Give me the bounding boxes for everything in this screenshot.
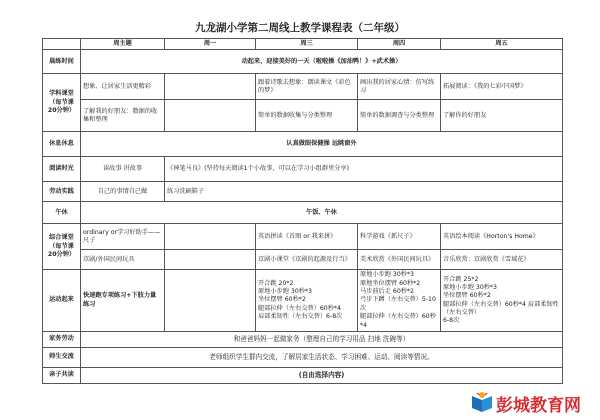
subject-theme-1: 想象、让居家生活更精彩 bbox=[81, 74, 165, 100]
sport-wed-item: 坐位摆臂 60秒*2 bbox=[258, 296, 306, 304]
reading-label: 阅读时光 bbox=[43, 157, 81, 182]
reading-content: 《神笔马良》(坚持每天阅读1个小故事，可以在学习小组群里分享) bbox=[165, 157, 563, 182]
comprehensive-fri-2: 音乐欣赏：京剧欣赏《雪域花》 bbox=[441, 250, 563, 270]
sport-wed-item: 腿部拉伸（左右交替）60秒*4 bbox=[258, 304, 341, 312]
comprehensive-theme-1: ordinary or学习好助手——尺子 bbox=[81, 224, 165, 250]
subject-thu-1: 画出我的居家心情：仿写练习 bbox=[358, 74, 441, 100]
comprehensive-wed-2: 京剧小课堂《京剧的起源及行当》 bbox=[256, 250, 358, 270]
labor-content: 练习洗刷鞋子 bbox=[165, 182, 563, 202]
watermark-logo bbox=[470, 388, 598, 418]
header-corner bbox=[43, 39, 81, 50]
morning-row bbox=[43, 50, 563, 74]
labor-theme: 自己的事情自己做 bbox=[81, 182, 165, 202]
book-icon bbox=[470, 390, 494, 414]
sport-wed bbox=[256, 270, 358, 332]
comprehensive-thu-2: 美术欣赏《外国民间玩具》 bbox=[358, 250, 441, 270]
header-fri: 周五 bbox=[441, 39, 563, 50]
subject-wed-1: 跟着诗歌去想象：朗读课文《彩色的梦》 bbox=[256, 74, 358, 100]
noon-label: 午休 bbox=[43, 202, 81, 224]
comprehensive-row-2 bbox=[43, 250, 563, 270]
comprehensive-label-1: 综合课堂 bbox=[49, 234, 74, 242]
housework-row bbox=[43, 331, 563, 347]
header-theme: 周主题 bbox=[81, 39, 165, 50]
sport-thu-item: 腿部拉伸（左右交替）60秒*4 bbox=[360, 313, 436, 329]
comprehensive-mon-1 bbox=[165, 224, 256, 250]
sport-fri-item: 原地小步跑 30秒*3 bbox=[443, 283, 497, 291]
parent-row bbox=[43, 367, 563, 383]
parent-content: (自由选择内容) bbox=[81, 367, 563, 383]
reading-row bbox=[43, 157, 563, 182]
subject-row-2 bbox=[43, 100, 563, 132]
subject-label bbox=[43, 74, 81, 132]
sport-fri-item: 开合跳 25*2 bbox=[443, 275, 479, 283]
comprehensive-label bbox=[43, 224, 81, 270]
subject-label-2: （每节课 bbox=[49, 98, 74, 106]
noon-row bbox=[43, 202, 563, 224]
comprehensive-label-2: （每节课 bbox=[49, 242, 74, 250]
morning-label: 晨练时间 bbox=[43, 50, 81, 74]
sport-label: 运动起来 bbox=[43, 270, 81, 332]
comprehensive-mon-2 bbox=[165, 250, 256, 270]
comprehensive-label-3: 20分钟） bbox=[47, 251, 76, 259]
housework-label: 家务劳动 bbox=[43, 331, 81, 347]
sport-wed-item: 开合跳 20*2 bbox=[258, 279, 294, 287]
sport-thu-item: 原地小步跑 30秒*3 bbox=[360, 271, 414, 279]
reading-theme: 读故事 讲故事 bbox=[81, 157, 165, 182]
header-thu: 周四 bbox=[358, 39, 441, 50]
teacher-content: 老师组织学生群内交流，了解居家生活状态、学习困难、运动、阅读等情况。 bbox=[81, 347, 563, 367]
housework-content: 和爸爸妈妈一起做家务（整理自己的学习用品 扫地 洗碗等） bbox=[81, 331, 563, 347]
subject-wed-2: 简单的数据收集与分类整理 bbox=[256, 100, 358, 132]
subject-row-1 bbox=[43, 74, 563, 100]
sport-thu-item: 马步前后走 60秒*2 bbox=[360, 288, 414, 296]
sport-theme: 快速跑专项练习+下肢力量练习 bbox=[81, 270, 165, 332]
watermark-text: 彭城教育网 bbox=[496, 396, 581, 416]
header-row bbox=[43, 39, 563, 50]
sport-mon bbox=[165, 270, 256, 332]
sport-thu-item: 原地坐位摆臂 60秒*2 bbox=[360, 279, 421, 287]
subject-thu-2: 简单的数据调查与分类整理 bbox=[358, 100, 441, 132]
comprehensive-theme-2: 京剧/外国民间玩具 bbox=[81, 250, 165, 270]
page-title: 九龙湖小学第二周线上教学课程表（二年级） bbox=[195, 22, 405, 34]
parent-label: 亲子共读 bbox=[43, 367, 81, 383]
labor-row bbox=[43, 182, 563, 202]
sport-fri-item: 腿部拉伸（左右交替）60秒*4 肩部柔韧性（左右交替） bbox=[443, 300, 559, 316]
subject-fri-1: 拓展阅读：《我的七彩中国梦》 bbox=[441, 74, 563, 100]
subject-fri-2: 了解你的好朋友 bbox=[441, 100, 563, 132]
header-mon: 周一 bbox=[165, 39, 256, 50]
sport-wed-item: 肩部柔韧性（左右交替）6-8次 bbox=[258, 313, 343, 321]
comprehensive-row-1 bbox=[43, 224, 563, 250]
sport-thu-item: 弓步下蹲（左右交替）5-10次 bbox=[360, 296, 436, 312]
rest-row bbox=[43, 132, 563, 157]
subject-label-1: 学科课堂 bbox=[49, 90, 74, 98]
schedule-table bbox=[42, 38, 563, 384]
labor-label: 劳动实践 bbox=[43, 182, 81, 202]
sport-fri-item: 坐位摆臂 60秒*2 bbox=[443, 292, 491, 300]
sport-fri-item: 6-8次 bbox=[443, 317, 460, 325]
subject-mon-2 bbox=[165, 100, 256, 132]
subject-theme-2: 了解我的好朋友：数据的收集和整理 bbox=[81, 100, 165, 132]
noon-content: 午饭、午休 bbox=[81, 202, 563, 224]
comprehensive-fri-1: 英语绘本阅读《Horton's Home》 bbox=[441, 224, 563, 250]
sport-row bbox=[43, 270, 563, 332]
header-tue-wed: 周三 bbox=[256, 39, 358, 50]
sport-wed-item: 原地小步跑 30秒*3 bbox=[258, 288, 312, 296]
sport-thu bbox=[358, 270, 441, 332]
teacher-row bbox=[43, 347, 563, 367]
rest-content: 认真做眼保健操 远眺窗外 bbox=[81, 132, 563, 157]
rest-label: 休息休息 bbox=[43, 132, 81, 157]
subject-label-3: 20分钟） bbox=[47, 107, 76, 115]
comprehensive-wed-1: 英语拼读《首图 or 我来拼》 bbox=[256, 224, 358, 250]
morning-content: 动起来，迎接美好的一天（啦啦操《加油鸭！》+武术操） bbox=[81, 50, 563, 74]
teacher-label: 师生交流 bbox=[43, 347, 81, 367]
subject-mon-1 bbox=[165, 74, 256, 100]
sport-fri bbox=[441, 270, 563, 332]
comprehensive-thu-1: 科学游戏《抓尺子》 bbox=[358, 224, 441, 250]
